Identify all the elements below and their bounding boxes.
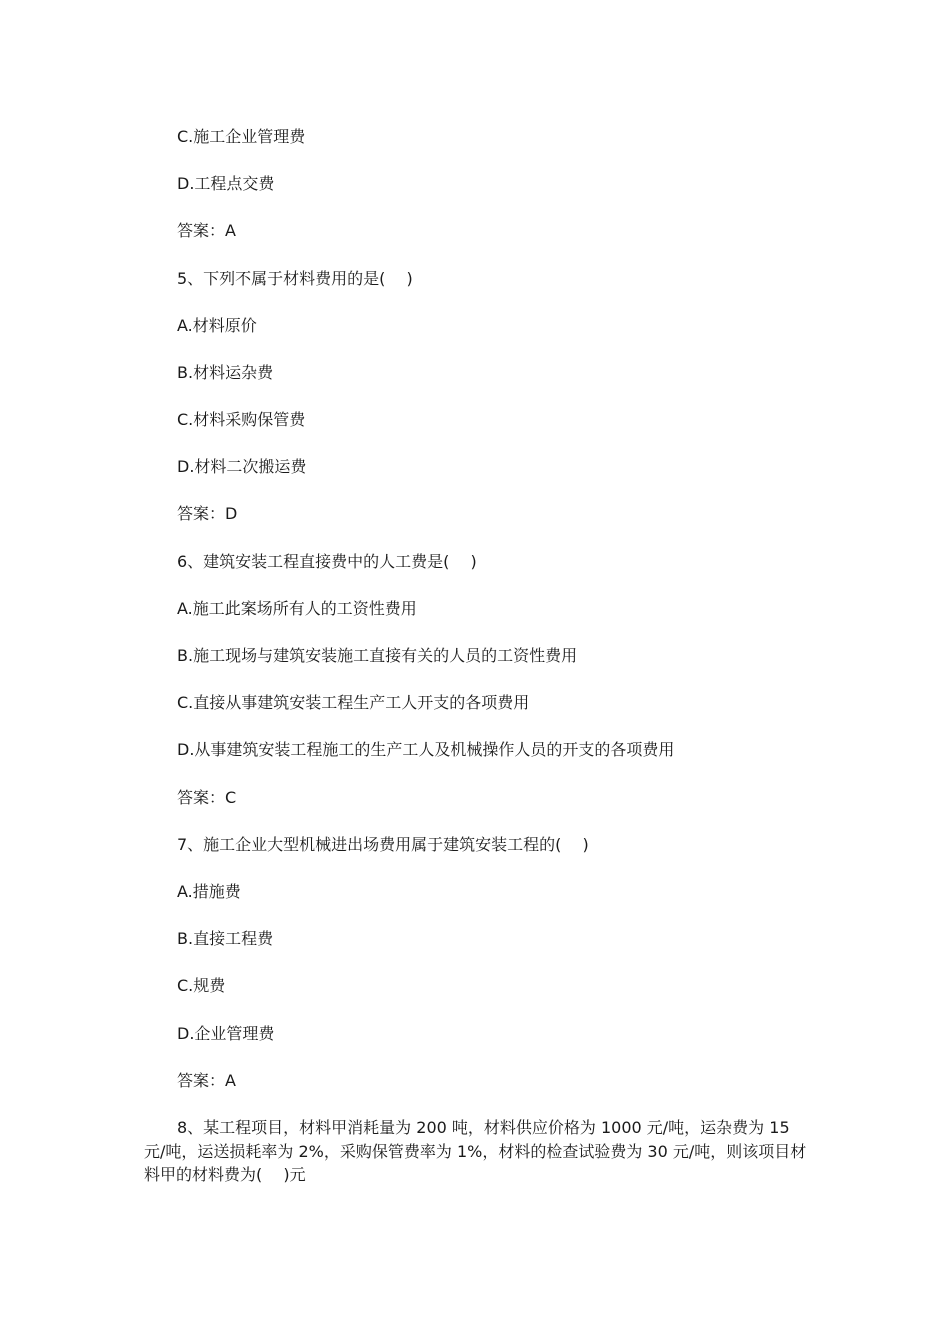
- q5-answer: 答案：D: [177, 504, 238, 523]
- q7-option-c: C.规费: [177, 976, 226, 995]
- q7-option-b: B.直接工程费: [177, 929, 274, 948]
- q5-option-a: A.材料原价: [177, 316, 257, 335]
- q8-question: 8、某工程项目，材料甲消耗量为 200 吨，材料供应价格为 1000 元/吨，运杂费为 15 元/吨，运送损耗率为 2%，采购保管费率为 1%，材料的检查试验费为 30 元/吨，则该项目材料甲的材料费为( )元: [144, 1118, 807, 1184]
- q4-option-c: C.施工企业管理费: [177, 127, 306, 146]
- q6-option-b: B.施工现场与建筑安装施工直接有关的人员的工资性费用: [177, 646, 578, 665]
- q6-option-c: C.直接从事建筑安装工程生产工人开支的各项费用: [177, 693, 530, 712]
- q7-answer: 答案：A: [177, 1071, 236, 1090]
- q6-question: 6、建筑安装工程直接费中的人工费是( ): [177, 552, 477, 571]
- q4-answer: 答案：A: [177, 221, 236, 240]
- q6-answer: 答案：C: [177, 788, 237, 807]
- q5-option-b: B.材料运杂费: [177, 363, 274, 382]
- q5-option-d: D.材料二次搬运费: [177, 457, 307, 476]
- q5-question: 5、下列不属于材料费用的是( ): [177, 269, 413, 288]
- q7-option-a: A.措施费: [177, 882, 241, 901]
- q7-option-d: D.企业管理费: [177, 1024, 275, 1043]
- q5-option-c: C.材料采购保管费: [177, 410, 306, 429]
- q7-question: 7、施工企业大型机械进出场费用属于建筑安装工程的( ): [177, 835, 589, 854]
- q6-option-d: D.从事建筑安装工程施工的生产工人及机械操作人员的开支的各项费用: [177, 740, 675, 759]
- q4-option-d: D.工程点交费: [177, 174, 275, 193]
- q6-option-a: A.施工此案场所有人的工资性费用: [177, 599, 417, 618]
